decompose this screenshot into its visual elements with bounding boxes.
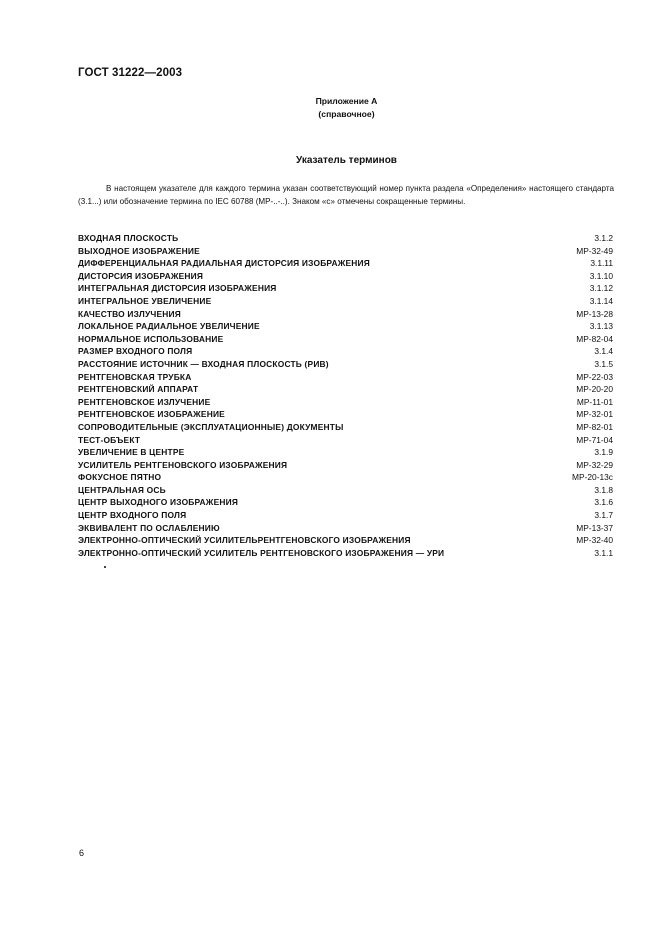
term-row [78,232,614,245]
stray-dot-mark [104,566,106,568]
term-reference: МР-22-03 [576,371,613,382]
term-row [78,345,614,358]
term-name: КАЧЕСТВО ИЗЛУЧЕНИЯ [78,308,181,319]
document-code: ГОСТ 31222—2003 [78,67,183,79]
intro-paragraph: В настоящем указателе для каждого термина указан соответствующий номер пункта раздела «Определения» настоящего стандарта (3.1...) или обозначение термина по IEC 60788 (МР-..-..). Знаком «с» отмечены сокращенные термины. [78,184,614,207]
term-row [78,459,614,472]
term-name: РАЗМЕР ВХОДНОГО ПОЛЯ [78,346,193,357]
terms-index-list [78,232,614,559]
term-reference: МР-32-29 [576,459,613,470]
term-row [78,257,614,270]
term-name: РЕНТГЕНОВСКИЙ АППАРАТ [78,384,199,395]
term-name: ЛОКАЛЬНОЕ РАДИАЛЬНОЕ УВЕЛИЧЕНИЕ [78,321,260,332]
term-reference: 3.1.8 [594,484,613,495]
term-name: РЕНТГЕНОВСКАЯ ТРУБКА [78,371,192,382]
term-row [78,421,614,434]
term-reference: 3.1.1 [594,547,613,558]
term-reference: МР-32-40 [576,535,613,546]
term-row [78,396,614,409]
term-name: ЭЛЕКТРОННО-ОПТИЧЕСКИЙ УСИЛИТЕЛЬРЕНТГЕНОВСКОГО ИЗОБРАЖЕНИЯ [78,535,411,546]
term-row [78,308,614,321]
term-name: ЦЕНТРАЛЬНАЯ ОСЬ [78,484,166,495]
term-row [78,282,614,295]
term-row [78,320,614,333]
appendix-note: (справочное) [318,109,375,119]
term-reference: МР-11-01 [576,396,613,407]
term-reference: МР-20-13с [572,472,613,483]
term-reference: 3.1.2 [594,233,613,243]
term-reference: МР-82-01 [576,421,613,432]
term-name: ФОКУСНОЕ ПЯТНО [78,472,162,483]
term-reference: МР-82-04 [576,333,613,344]
term-name: СОПРОВОДИТЕЛЬНЫЕ (ЭКСПЛУАТАЦИОННЫЕ) ДОКУМЕНТЫ [78,421,344,432]
term-name: РАССТОЯНИЕ ИСТОЧНИК — ВХОДНАЯ ПЛОСКОСТЬ (РИВ) [78,358,329,369]
term-row [78,496,614,509]
term-reference: 3.1.6 [594,497,613,508]
term-reference: 3.1.11 [590,258,613,269]
term-reference: 3.1.10 [589,270,613,281]
term-name: НОРМАЛЬНОЕ ИСПОЛЬЗОВАНИЕ [78,333,224,344]
term-row [78,446,614,459]
term-row [78,509,614,522]
term-name: РЕНТГЕНОВСКОЕ ИЗОБРАЖЕНИЕ [78,409,225,420]
term-reference: 3.1.13 [589,321,613,332]
term-name: ЭЛЕКТРОННО-ОПТИЧЕСКИЙ УСИЛИТЕЛЬ РЕНТГЕНОВСКОГО ИЗОБРАЖЕНИЯ — УРИ [78,547,445,558]
term-reference: 3.1.4 [594,346,613,357]
appendix-title: Приложение А [315,96,378,106]
term-name: ЭКВИВАЛЕНТ ПО ОСЛАБЛЕНИЮ [78,522,220,533]
term-row [78,434,614,447]
term-row [78,358,614,371]
term-name: ВХОДНАЯ ПЛОСКОСТЬ [78,233,179,243]
term-row [78,270,614,283]
page-number: 6 [79,848,85,858]
term-name: УВЕЛИЧЕНИЕ В ЦЕНТРЕ [78,447,185,458]
term-row [78,484,614,497]
term-reference: 3.1.5 [594,358,613,369]
term-row [78,383,614,396]
term-row [78,471,614,484]
term-name: ИНТЕГРАЛЬНОЕ УВЕЛИЧЕНИЕ [78,295,212,306]
term-name: ЦЕНТР ВЫХОДНОГО ИЗОБРАЖЕНИЯ [78,497,239,508]
term-reference: 3.1.7 [594,510,613,521]
term-row [78,547,614,560]
term-row [78,522,614,535]
term-row [78,295,614,308]
term-reference: МР-13-37 [576,522,613,533]
term-reference: 3.1.9 [594,447,613,458]
term-row [78,371,614,384]
term-reference: МР-32-49 [576,245,613,256]
term-name: УСИЛИТЕЛЬ РЕНТГЕНОВСКОГО ИЗОБРАЖЕНИЯ [78,459,288,470]
term-name: ТЕСТ-ОБЪЕКТ [78,434,141,445]
term-reference: МР-13-28 [576,308,613,319]
term-name: ДИСТОРСИЯ ИЗОБРАЖЕНИЯ [78,270,204,281]
term-reference: МР-32-01 [576,409,613,420]
term-row [78,534,614,547]
term-row [78,333,614,346]
term-name: ДИФФЕРЕНЦИАЛЬНАЯ РАДИАЛЬНАЯ ДИСТОРСИЯ ИЗОБРАЖЕНИЯ [78,258,370,269]
section-title: Указатель терминов [296,155,397,166]
term-reference: 3.1.14 [589,295,613,306]
term-row [78,245,614,258]
term-reference: МР-71-04 [576,434,613,445]
term-reference: МР-20-20 [576,384,613,395]
term-reference: 3.1.12 [589,283,613,294]
term-name: ВЫХОДНОЕ ИЗОБРАЖЕНИЕ [78,245,200,256]
term-row [78,408,614,421]
term-name: ЦЕНТР ВХОДНОГО ПОЛЯ [78,510,187,521]
term-name: РЕНТГЕНОВСКОЕ ИЗЛУЧЕНИЕ [78,396,211,407]
term-name: ИНТЕГРАЛЬНАЯ ДИСТОРСИЯ ИЗОБРАЖЕНИЯ [78,283,277,294]
